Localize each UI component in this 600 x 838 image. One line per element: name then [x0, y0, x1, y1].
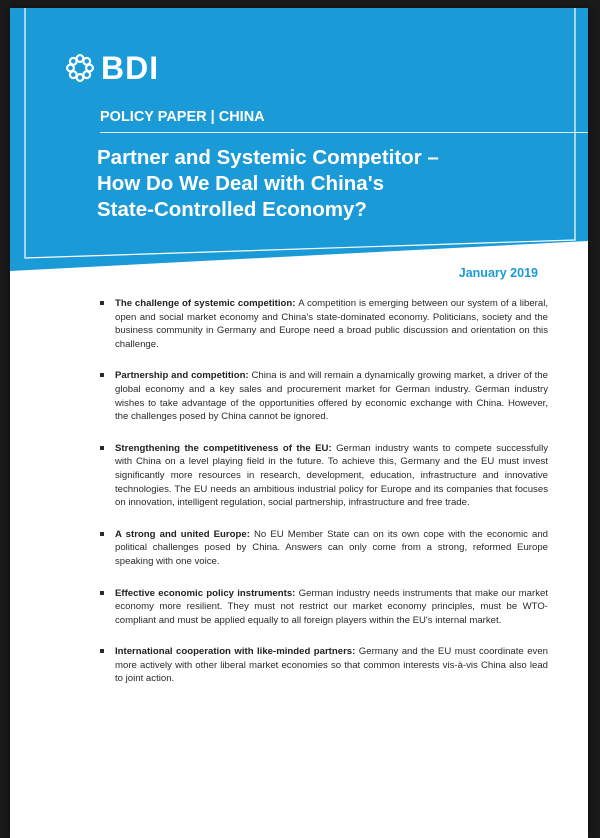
key-points-list	[98, 297, 548, 704]
key-point-text: A competition is emerging between our system of a liberal, open and social market economy and China's state-dominated economy. Politicians, society and the business community in Germany and Europe need a broad public discussion and orientation on this challenge.	[115, 298, 548, 350]
bullet-square-icon	[100, 649, 104, 653]
kicker-divider	[100, 132, 588, 133]
title-line: Partner and Systemic Competitor –	[97, 146, 439, 169]
logo-text: BDI	[101, 49, 160, 86]
key-point	[98, 645, 548, 686]
bullet-square-icon	[100, 591, 104, 595]
key-point-heading: Partnership and competition:	[115, 370, 252, 382]
key-point	[98, 587, 548, 628]
bullet-square-icon	[100, 446, 104, 450]
title-line: How Do We Deal with China's	[97, 172, 384, 195]
key-point-heading: The challenge of systemic competition:	[115, 298, 299, 309]
key-point-text: German industry needs instruments that make our market economy more resilient. They must not restrict our market economy principles, must be WTO-compliant and must be applied equally to all foreign players within the EU's internal market.	[115, 587, 548, 626]
page-title	[97, 145, 537, 223]
key-point	[98, 297, 548, 351]
document-type-label: POLICY PAPER | CHINA	[100, 109, 265, 125]
key-point-text: China is and will remain a dynamically growing market, a driver of the global economy and a key sales and procurement market for German industry. German industry wishes to take advantage of the opportunities offered by economic exchange with China. However, the challenges posed by China cannot be ignored.	[115, 370, 548, 423]
bdi-logo	[65, 48, 159, 88]
key-point	[98, 369, 548, 423]
key-point-text: No EU Member State can on its own cope with the economic and political challenges posed by China. Answers can only come from a strong, reformed Europe speaking with one voice.	[115, 528, 548, 567]
publication-date: January 2019	[458, 266, 538, 280]
document-page	[10, 8, 588, 838]
bullet-square-icon	[100, 301, 104, 305]
key-point-heading: Effective economic policy instruments:	[115, 587, 299, 599]
title-line: State-Controlled Economy?	[97, 198, 367, 221]
key-point	[98, 528, 548, 569]
key-point-heading: International cooperation with like-minded partners:	[115, 646, 359, 658]
bullet-square-icon	[100, 532, 104, 536]
bdi-rosette-icon	[65, 53, 95, 83]
key-point	[98, 442, 548, 510]
key-point-text: Germany and the EU must coordinate even more actively with other liberal market economies so that common interests vis-à-vis China also lead to joint action.	[115, 646, 549, 685]
key-point-heading: A strong and united Europe:	[115, 528, 254, 540]
key-point-heading: Strengthening the competitiveness of the EU:	[115, 442, 337, 454]
key-point-text: German industry wants to compete successfully with China on a level playing field in the future. To achieve this, Germany and the EU must invest significantly more resources in research, development, education, infrastructure and innovative technologies. The EU needs an ambitious industrial policy for Europe and its companies that focuses on innovation, intelligent regulation, social partnership, infrastructure and free trade.	[115, 442, 548, 509]
bullet-square-icon	[100, 373, 104, 377]
